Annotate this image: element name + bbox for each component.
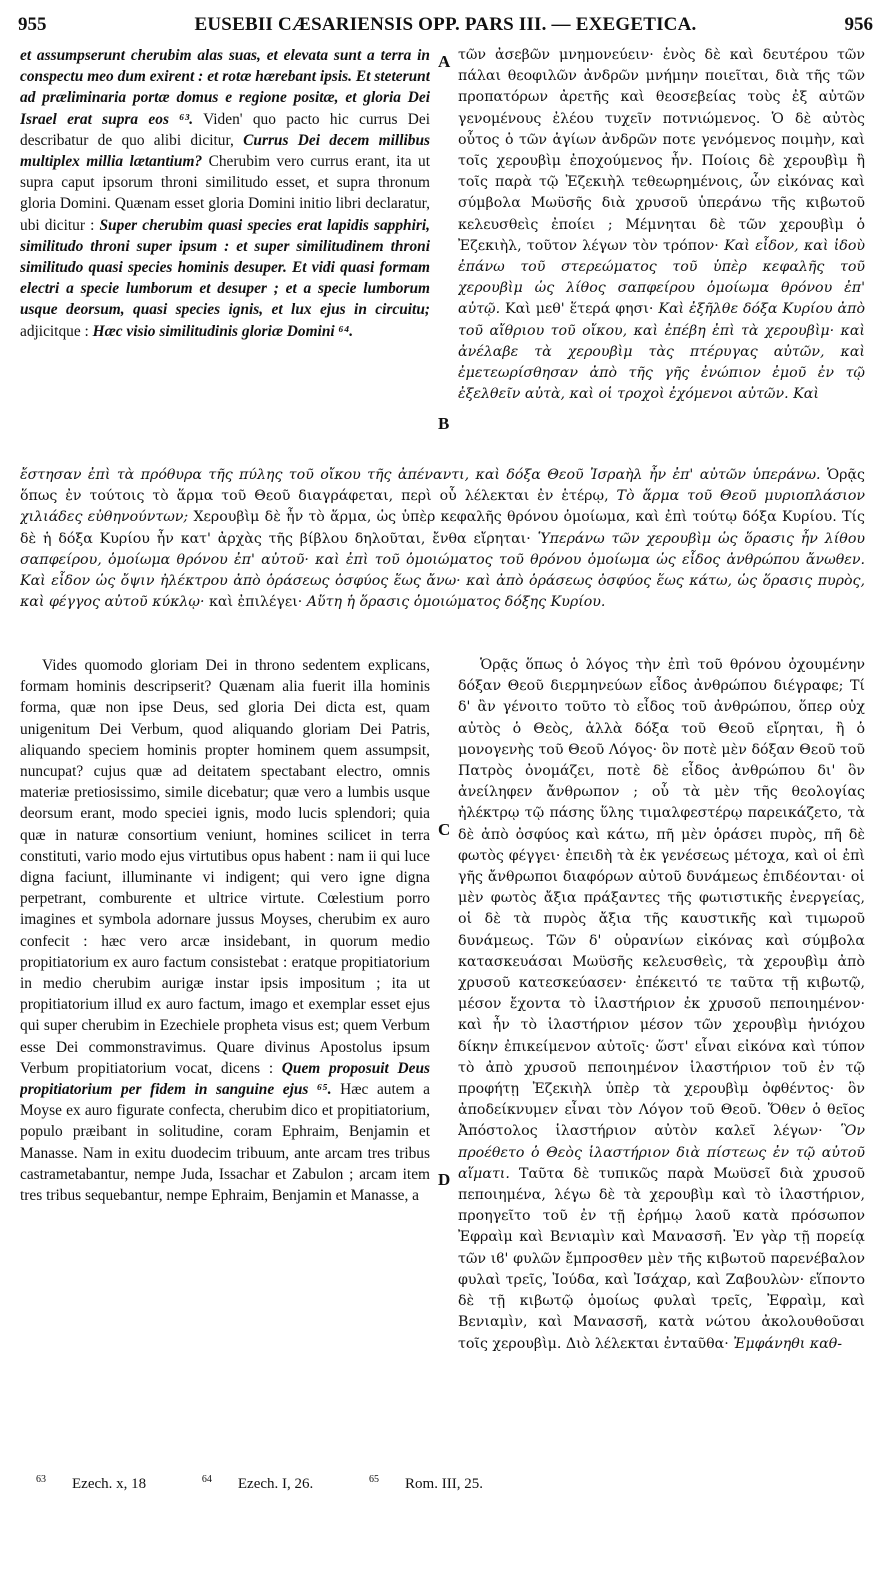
greek-text: Ὁρᾷς ὅπως ἐν τούτοις τὸ ἅρμα τοῦ Θεοῦ διαγράφεται, περὶ οὗ λέλεκται ἐν ἑτέρῳ,: [20, 467, 865, 505]
greek-quote: Καὶ εἶδον, καὶ ἰδοὺ ἐπάνω τοῦ στερεώματος τοῦ ὑπὲρ κεφαλῆς τοῦ χερουβὶμ ὡς λίθος σαπφείρου ὁμοίωμα θρόνου ἐπ' αὐτῷ.: [458, 237, 865, 318]
greek-quote: Τὸ ἅρμα τοῦ Θεοῦ μυριοπλάσιον χιλιάδες εὐθηνούντων;: [20, 488, 865, 526]
margin-marker-c: C: [438, 820, 451, 839]
page-number-right: 956: [844, 14, 873, 35]
greek-column-top: [458, 45, 865, 465]
margin-marker-d: D: [438, 1170, 451, 1189]
footnote: $^{65}$ Rom. III, 25.: [369, 1474, 483, 1492]
greek-full-width: [20, 465, 865, 655]
footnote: $^{64}$ Ezech. I, 26.: [201, 1474, 314, 1492]
latin-column-bottom: [20, 655, 430, 1465]
running-header: [18, 14, 873, 40]
footnotes: [36, 1474, 536, 1493]
latin-quote: Hæc visio similitudinis gloriæ Domini ⁶⁴.: [92, 322, 354, 340]
latin-quote: Super cherubim quasi species erat lapidis sapphiri, similitudo throni super ipsum : et super similitudinem throni similitudo quasi species hominis desuper. Et vidi quasi formam electri a specie lumborum et desuper ; et a specie lumborum usque deorsum, quasi species ignis, et lux ejus in circuitu;: [20, 216, 430, 319]
greek-text: τῶν ἀσεβῶν μνημονεύειν· ἑνὸς δὲ καὶ δευτέρου τῶν πάλαι θεοφιλῶν ἀνδρῶν μνήμην ποιεῖται, διὰ τῆς τῶν προπατόρων ἀρετῆς καὶ θεοσεβείας τοὺς ἐξ αὐτῶν γενομένους ἐλέου τυχεῖν ποτνιώμενος. Ὁ δὲ αὐτὸς οὗτος ὁ τῶν ἁγίων ἀνδρῶν ποτε γενόμενος ποιμὴν, καὶ τοῖς χερουβὶμ ἐποχούμενος ἦν. Ποίοις δὲ χερουβὶμ ἢ τοῖς παρὰ τῷ Ἐζεκιὴλ τεθεωρημένοις, ὧν εἰκόνας καὶ σύμβολα Μωϋσῆς διὰ χρυσοῦ ὑπεράνω τῆς κιβωτοῦ κελευσθεὶς ἐποίει ; Μέμνηται δὲ τῶν χερουβὶμ ὁ Ἐζεκιὴλ, τοῦτον λέγων τὸν τρόπον·: [458, 47, 865, 254]
greek-column-bottom: [458, 655, 865, 1465]
latin-column-top: [20, 45, 430, 465]
greek-quote: Ἐμφάνηθι καθ-: [733, 1335, 843, 1352]
latin-text: Hæc autem a Moyse ex auro figurate confecta, cherubim dico et propitiatorium, populo præibant in solitudine, coram Ephraim, Benjamin et Manasse. Nam in exitu duodecim tribuum, ante arcam tres tribus castrametabantur, nempe Juda, Issachar et Zabulon ; arcam item tres tribus sequebantur, nempe Ephraim, Benjamin et Manasse, a: [20, 1081, 430, 1205]
latin-quote: Currus Dei decem millibus multiplex millia lætantium?: [20, 131, 430, 171]
footnote: $^{63}$ Ezech. x, 18: [36, 1474, 147, 1492]
greek-quote: Ὑπεράνω τῶν χερουβὶμ ὡς ὅρασις ἦν λίθου σαπφείρου, ὁμοίωμα θρόνου ἐπ' αὐτοῦ· καὶ ἐπὶ τοῦ ὁμοιώματος τοῦ θρόνου ὁμοίωμα ὡς εἶδος ἀνθρώπου ἄνωθεν. Καὶ εἶδον ὡς ὄψιν ἠλέκτρου ἀπὸ ὁράσεως ὀσφύος ἕως ἄνω· καὶ ἀπὸ ὁράσεως ὀσφύος ἕως κάτω, ὡς ὅρασις πυρὸς, καὶ φέγγος αὐτοῦ κύκλῳ·: [20, 530, 865, 611]
running-title: EUSEBII CÆSARIENSIS OPP. PARS III. — EXEGETICA.: [194, 14, 697, 35]
greek-quote: Αὕτη ἡ ὅρασις ὁμοιώματος δόξης Κυρίου.: [306, 594, 606, 611]
page-number-left: 955: [18, 14, 47, 35]
greek-text: Χερουβὶμ δὲ ἦν τὸ ἅρμα, ὡς ὑπὲρ κεφαλῆς θρόνου ὁμοίωμα, καὶ ἐπὶ τούτῳ δόξα Κυρίου. Τίς δὲ ἡ δόξα Κυρίου ἦν κατ' ἀρχὰς τῆς βίβλου δηλοῦται, ἔνθα εἴρηται·: [20, 509, 865, 547]
greek-quote: Ὃν προέθετο ὁ Θεὸς ἱλαστήριον διὰ πίστεως ἐν τῷ αὐτοῦ αἵματι.: [458, 1123, 865, 1182]
margin-marker-a: A: [438, 52, 451, 71]
greek-quote: Καὶ ἐξῆλθε δόξα Κυρίου ἀπὸ τοῦ αἴθριου τοῦ οἴκου, καὶ ἐπέβη ἐπὶ τὰ χερουβὶμ· καὶ ἀνέλαβε τὰ χερουβὶμ τὰς πτέρυγας αὐτῶν, καὶ ἐμετεωρίσθησαν ἀπὸ τῆς γῆς ἐνώπιον ἐμοῦ ἐν τῷ ἐξελθεῖν αὐτὰ, καὶ οἱ τροχοὶ ἐχόμενοι αὐτῶν. Καὶ: [458, 301, 865, 403]
greek-text: Ὁρᾷς ὅπως ὁ λόγος τὴν ἐπὶ τοῦ θρόνου ὀχουμένην δόξαν Θεοῦ διερμηνεύων εἶδος ἀνθρώπου διέγραφε; Τί δ' ἂν γένοιτο τοῦτο τὸ εἶδος τοῦ ἀνθρώπου, ὅπερ οὐχ αὐτὸς ὁ Θεὸς, ἀλλὰ δόξα τοῦ Θεοῦ εἴρηται, ἢ ὁ μονογενὴς τοῦ Θεοῦ Λόγος· ὃν ποτὲ μὲν δόξαν Θεοῦ τοῦ Πατρὸς ὀνομάζει, ποτὲ δὲ εἶδος ἀνθρώπου δι' ὃν ἀνείληφεν ἄνθρωπον ; οὗ τὰ μὲν τῆς θεολογίας ἠλέκτρῳ τῷ πάσης ὕλης τιμαλφεστέρῳ παρεικάζετο, τὰ δὲ ἀπὸ ὀσφύος καὶ κάτω, πῆ μὲν ὁράσει πυρὸς, πῆ δὲ φωτὸς φέγγει· ἐπειδὴ τὰ ἐκ γενέσεως μέτοχα, καὶ οἱ ἐπὶ γῆς ἄνθρωποι διαφόρων αὐτοῦ δυνάμεως ἐπιδέονται· οἱ μὲν φωτὸς ἄξια πράξαντες τῆς φωτιστικῆς ἐνεργείας, οἱ δὲ τὰ πυρὸς ἄξια τῆς καυστικῆς καὶ τιμωροῦ δυνάμεως. Τῶν δ' οὐρανίων εἰκόνας καὶ σύμβολα κατασκευάσαι Μωϋσῆς κελευσθεὶς, τὰ χερουβὶμ ἀπὸ χρυσοῦ κατεσκεύασεν· ἐπέκειτό τε ταῦτα τῇ κιβωτῷ, μέσον ἔχοντα τὸ ἱλαστήριον ἐκ χρυσοῦ πεποιημένον· καὶ ἦν τὸ ἱλαστήριον μέσον τῶν χερουβὶμ ἡνιόχου δίκην ἐπικείμενον αὐτοῖς· ὥστ' εἶναι εἰκόνα καὶ τύπον τὸ ἀπὸ χρυσοῦ πεποιημένον ἱλαστήριον τοῦ ἐν τῷ προφήτῃ Ἐζεκιὴλ ὑπὲρ τὰ χερουβὶμ ὀφθέντος· ὃν ἀποδείκνυμεν εἶναι τὸν Λόγον τοῦ Θεοῦ. Ὅθεν ὁ θεῖος Ἀπόστολος ἱλαστήριον αὐτὸν καλεῖ λέγων·: [458, 657, 865, 1140]
latin-text: Viden' quo pacto hic currus Dei describatur de quo alibi dicitur,: [20, 110, 430, 149]
latin-quote: Quem proposuit Deus propitiatorium per fidem in sanguine ejus ⁶⁵.: [20, 1059, 430, 1099]
greek-text: καὶ ἐπιλέγει·: [209, 594, 303, 611]
latin-text: Vides quomodo gloriam Dei in throno sedentem explicans, formam hominis descripserit? Quænam alia fuerit illa hominis forma, quæ non ipse Deus, sed gloria Dei dicta est, quam unigenitum Dei Verbum, quod aliquando gloriam Dei Patris, aliquando speciem hominis propter hominem quem assumpsit, nuncupat? cujus quæ ad deitatem spectabant electro, omnis materiæ pretiosissimo, simile dicebatur; quæ vero a lumbis usque deorsum erant, modo speciei ignis, modo lucis splendori; quia quæ in naturæ consortium veniunt, homines scilicet in terra constituti, vario modo ejus virtutibus opus habent : nam ii qui luce digna faciunt, illuminante vi indigent; qui vero igne digna perpetrant, comburente et ultrice virtute. Cœlestium porro imagines et symbola adornare jussus Moyses, cherubim ex auro confecit : hæc vero arcæ insidebant, in quorum medio propitiatorium ex auro factum consistebat : eratque propitiatorium in medio cherubim aurigæ instar ipsis impositum ; ita ut propitiatorium illud ex auro factum, imago et exemplar esset ejus qui super cherubim in Ezechiele propheta visus est; quem Verbum esse Dei commonstravimus. Quare divinus Apostolus ipsum Verbum propitiatorium vocat, dicens :: [20, 657, 430, 1077]
greek-text: Ταῦτα δὲ τυπικῶς παρὰ Μωϋσεῖ διὰ χρυσοῦ πεποιημένα, λέγω δὲ τὰ χερουβὶμ καὶ τὸ ἱλαστήριον, προηγεῖτο τοῦ ἐν τῇ ἐρήμῳ λαοῦ κατὰ πρόσωπον Ἐφραὶμ καὶ Βενιαμὶν καὶ Μανασσῆ. Ἐν γὰρ τῇ πορείᾳ τῶν ιϐ' φυλῶν ἔμπροσθεν μὲν τῆς κιβωτοῦ παρενέβαλον φυλαὶ τρεῖς, Ἰούδα, καὶ Ἰσάχαρ, καὶ Ζαβουλὼν· εἵποντο δὲ τῇ κιβωτῷ ὁμοίως φυλαὶ τρεῖς, Ἐφραὶμ, καὶ Βενιαμὶν, καὶ Μανασσῆ, κατὰ νώτου ἀκολουθοῦσαι τοῖς χερουβὶμ. Διὸ λέλεκται ἐνταῦθα·: [458, 1165, 865, 1352]
latin-text: Cherubim vero currus erant, ita ut supra caput ipsorum throni similitudo esset, et supra thronum gloria Domini. Quænam esset gloria Domini initio libri declaratur, ubi dicitur :: [20, 153, 430, 234]
margin-marker-b: B: [438, 414, 450, 433]
greek-quote: ἔστησαν ἐπὶ τὰ πρόθυρα τῆς πύλης τοῦ οἴκου τῆς ἀπέναντι, καὶ δόξα Θεοῦ Ἰσραὴλ ἦν ἐπ' αὐτῶν ὑπεράνω.: [20, 467, 821, 483]
latin-quote: et assumpserunt cherubim alas suas, et elevata sunt a terra in conspectu meo dum exirent : et rotæ hærebant ipsis. Et steterunt ad præliminaria portæ domus e regione positæ, et gloria Dei Israel erat supra eos ⁶³.: [20, 47, 430, 128]
latin-text: adjicitque :: [20, 322, 93, 340]
greek-text: Καὶ μεθ' ἕτερά φησι·: [505, 301, 654, 318]
